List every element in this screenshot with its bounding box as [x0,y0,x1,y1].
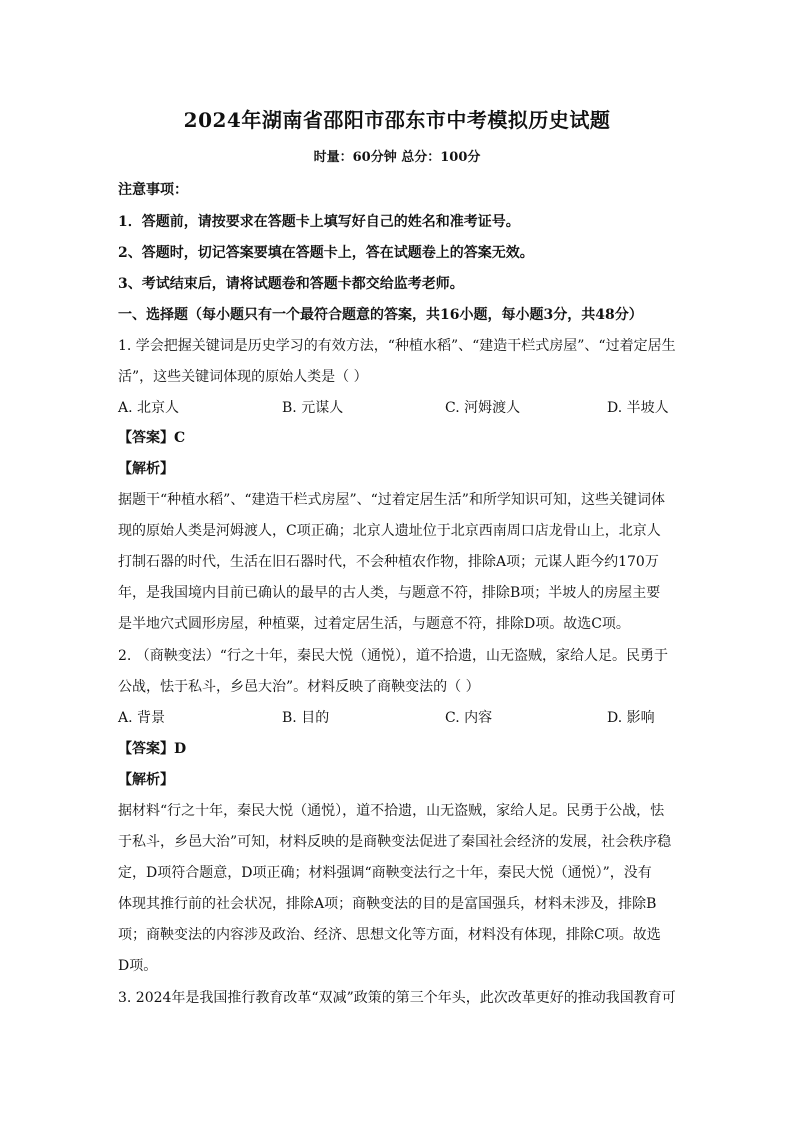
q2-analysis-label: 【解析】 [118,772,174,788]
q2-answer: 【答案】D [118,741,187,757]
q1-analysis-label: 【解析】 [118,461,174,477]
q2-option-c: C. 内容 [445,710,493,726]
q2-option-a: A. 背景 [118,710,166,726]
q2-stem-line-2: 公战，怯于私斗，乡邑大治”。材料反映了商鞅变法的（ ） [118,679,480,695]
notice-heading: 注意事项： [118,182,188,198]
q3-stem-line-1: 3. 2024年是我国推行教育改革“双减”政策的第三个年头，此次改革更好的推动我国教育可 [118,990,676,1006]
q2-stem-line-1: 2. （商鞅变法）“行之十年，秦民大悦（通悦），道不拾遗，山无盗贼，家给人足。民勇于 [118,648,668,664]
q1-stem-line-1: 1. 学会把握关键词是历史学习的有效方法，“种植水稻”、“建造干栏式房屋”、“过着定居生 [118,338,676,354]
q1-option-a: A. 北京人 [118,400,180,416]
q2-analysis-line: 项；商鞅变法的内容涉及政治、经济、思想文化等方面，材料没有体现，排除C项。故选 [118,927,661,943]
page-title: 2024年湖南省邵阳市邵东市中考模拟历史试题 [183,108,611,132]
q1-analysis-line: 现的原始人类是河姆渡人，C项正确；北京人遗址位于北京西南周口店龙骨山上，北京人 [118,523,661,539]
notice-item-1: 1．答题前，请按要求在答题卡上填写好自己的姓名和准考证号。 [118,214,520,230]
q2-analysis-line: 于私斗，乡邑大治”可知，材料反映的是商鞅变法促进了秦国社会经济的发展，社会秩序稳 [118,834,672,850]
notice-item-2: 2、答题时，切记答案要填在答题卡上，答在试题卷上的答案无效。 [118,245,534,261]
q2-analysis-line: 据材料“行之十年，秦民大悦（通悦），道不拾遗，山无盗贼，家给人足。民勇于公战，怯 [118,803,665,819]
q1-option-c: C. 河姆渡人 [445,400,521,416]
q2-analysis-line: 定，D项符合题意，D项正确；材料强调“商鞅变法行之十年，秦民大悦（通悦）”，没有 [118,865,652,881]
q2-analysis-line: D项。 [118,958,158,974]
section-heading: 一、选择题（每小题只有一个最符合题意的答案，共16小题，每小题3分，共48分） [118,307,643,323]
q1-answer: 【答案】C [118,430,186,446]
q2-option-b: B. 目的 [282,710,330,726]
notice-item-3: 3、考试结束后，请将试题卷和答题卡都交给监考老师。 [118,276,464,292]
q2-analysis-line: 体现其推行前的社会状况，排除A项；商鞅变法的目的是富国强兵，材料未涉及，排除B [118,896,657,912]
q1-analysis-line: 据题干“种植水稻”、“建造干栏式房屋”、“过着定居生活”和所学知识可知，这些关键词体 [118,492,665,508]
q1-stem-line-2: 活”，这些关键词体现的原始人类是（ ） [118,369,368,385]
q1-analysis-line: 年，是我国境内目前已确认的最早的古人类，与题意不符，排除B项；半坡人的房屋主要 [118,585,661,601]
q2-option-d: D. 影响 [607,710,655,726]
q1-analysis-line: 打制石器的时代，生活在旧石器时代，不会种植农作物，排除A项；元谋人距今约170万 [118,554,659,570]
exam-info: 时量：60分钟 总分：100分 [313,150,481,165]
q1-option-d: D. 半坡人 [607,400,669,416]
q1-analysis-line: 是半地穴式圆形房屋，种植粟，过着定居生活，与题意不符，排除D项。故选C项。 [118,616,630,632]
q1-option-b: B. 元谋人 [282,400,344,416]
